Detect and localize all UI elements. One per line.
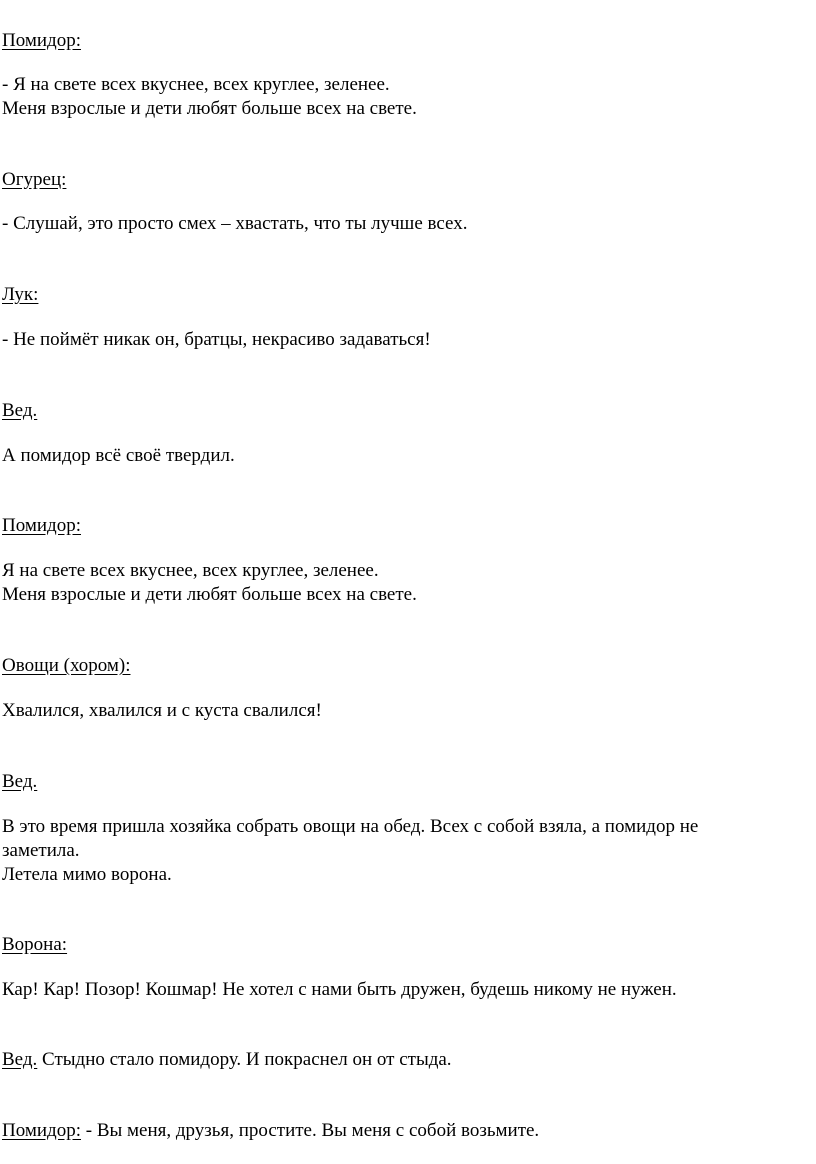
- dialogue-text: - Вы меня, друзья, простите. Вы меня с собой возьмите.: [81, 1120, 540, 1141]
- speaker-label: Помидор:: [2, 515, 81, 536]
- dialogue-line: Летела мимо ворона.: [2, 864, 172, 885]
- dialogue-line: А помидор всё своё твердил.: [2, 445, 235, 466]
- speaker-label: Овощи (хором):: [2, 655, 131, 676]
- dialogue-line: Кар! Кар! Позор! Кошмар! Не хотел с нами быть дружен, будешь никому не нужен.: [2, 979, 677, 1000]
- dialogue-line-inline: [2, 1047, 452, 1072]
- speaker-label: Вед.: [2, 771, 38, 792]
- dialogue-line: Меня взрослые и дети любят больше всех на свете.: [2, 98, 417, 119]
- dialogue-line: Меня взрослые и дети любят больше всех на свете.: [2, 584, 417, 605]
- speaker-label: Ворона:: [2, 934, 68, 955]
- dialogue-line: В это время пришла хозяйка собрать овощи на обед. Всех с собой взяла, а помидор не: [2, 816, 699, 837]
- speaker-label: Лук:: [2, 284, 39, 305]
- dialogue-line-inline: [2, 1118, 539, 1143]
- dialogue-line: Я на свете всех вкуснее, всех круглее, зеленее.: [2, 560, 379, 581]
- dialogue-line: - Не поймёт никак он, братцы, некрасиво задаваться!: [2, 329, 431, 350]
- dialogue-line: заметила.: [2, 840, 80, 861]
- speaker-label: Огурец:: [2, 169, 67, 190]
- speaker-label: Вед.: [2, 1049, 38, 1070]
- speaker-label: Помидор:: [2, 30, 81, 51]
- dialogue-line: - Слушай, это просто смех – хвастать, что ты лучше всех.: [2, 213, 468, 234]
- dialogue-line: - Я на свете всех вкуснее, всех круглее, зеленее.: [2, 74, 390, 95]
- dialogue-line: Хвалился, хвалился и с куста свалился!: [2, 700, 322, 721]
- speaker-label: Помидор:: [2, 1120, 81, 1141]
- dialogue-text: Стыдно стало помидору. И покраснел он от стыда.: [37, 1049, 452, 1070]
- speaker-label: Вед.: [2, 400, 38, 421]
